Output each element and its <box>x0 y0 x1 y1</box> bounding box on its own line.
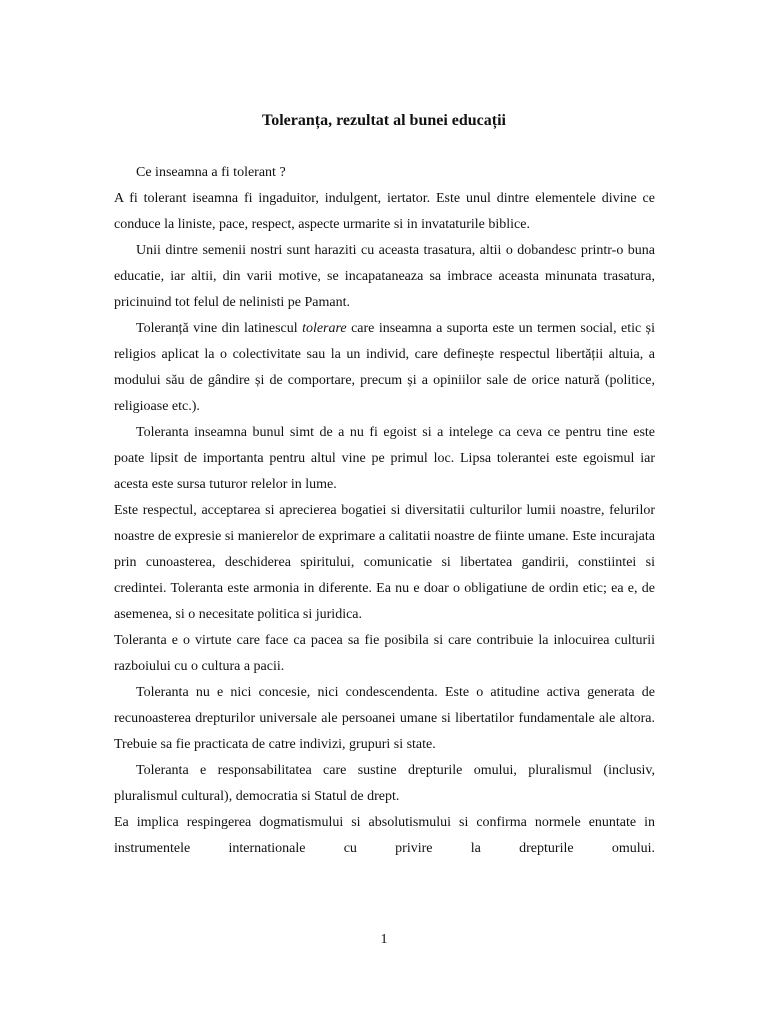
paragraph-virtue: Toleranta e o virtute care face ca pacea sa fie posibila si care contribuie la inlocuirea culturii razboiului cu o cultura a pacii. <box>114 633 655 674</box>
etymology-text-after: care inseamna a suporta este un termen social, etic și religios aplicat la o colectivitate sau la un individ, care definește respectul libertății altuia, a modului său de gândire și de comportare, precum și a opiniilor sale de orice natură (politice, religioase etc.). <box>114 321 655 414</box>
paragraph-not-concession: Toleranta nu e nici concesie, nici condescendenta. Este o atitudine activa generata de recunoasterea drepturilor universale ale persoanei umane si libertatilor fundamentale ale altora. Trebuie sa fie practicata de catre indivizi, grupuri si state. <box>114 685 655 752</box>
paragraph-common-sense: Toleranta inseamna bunul simt de a nu fi egoist si a intelege ca ceva ce pentru tine este poate lipsit de importanta pentru altul vine pe primul loc. Lipsa tolerantei este egoismul iar acesta este sursa tuturor relelor in lume. <box>114 425 655 492</box>
paragraph-question: Ce inseamna a fi tolerant ? <box>136 165 286 180</box>
document-title: Toleranța, rezultat al bunei educații <box>262 112 506 129</box>
latin-term: tolerare <box>302 321 347 336</box>
document-body <box>114 160 655 862</box>
paragraph-etymology <box>114 316 655 420</box>
paragraph-respect: Este respectul, acceptarea si aprecierea bogatiei si diversitatii culturilor lumii noastre, felurilor noastre de expresie si manierelor de exprimare a calitatii noastre de fiinte umane. Este incurajata prin cunoasterea, deschiderea spiritului, comunicatie si libertatea gandirii, constiintei si credintei. Toleranta este armonia in diferente. Ea nu e doar o obligatiune de ordin etic; ea e, de asemenea, si o necesitate politica si juridica. <box>114 503 655 622</box>
paragraph-responsibility: Toleranta e responsabilitatea care sustine drepturile omului, pluralismul (inclusiv, pluralismul cultural), democratia si Statul de drept. <box>114 763 655 804</box>
paragraph-definition: A fi tolerant iseamna fi ingaduitor, indulgent, iertator. Este unul dintre elementele divine ce conduce la liniste, pace, respect, aspecte urmarite si in invataturile biblice. <box>114 191 655 232</box>
page-number: 1 <box>380 932 388 947</box>
paragraph-education: Unii dintre semenii nostri sunt haraziti cu aceasta trasatura, altii o dobandesc printr-o buna educatie, iar altii, din varii motive, se incapataneaza sa imbrace aceasta minunata trasatura, pricinuind tot felul de nelinisti pe Pamant. <box>114 243 655 310</box>
etymology-text-before: Toleranță vine din latinescul <box>136 321 303 336</box>
paragraph-dogmatism: Ea implica respingerea dogmatismului si absolutismului si confirma normele enuntate in instrumentele internationale cu privire la drepturile omului. <box>114 815 655 856</box>
